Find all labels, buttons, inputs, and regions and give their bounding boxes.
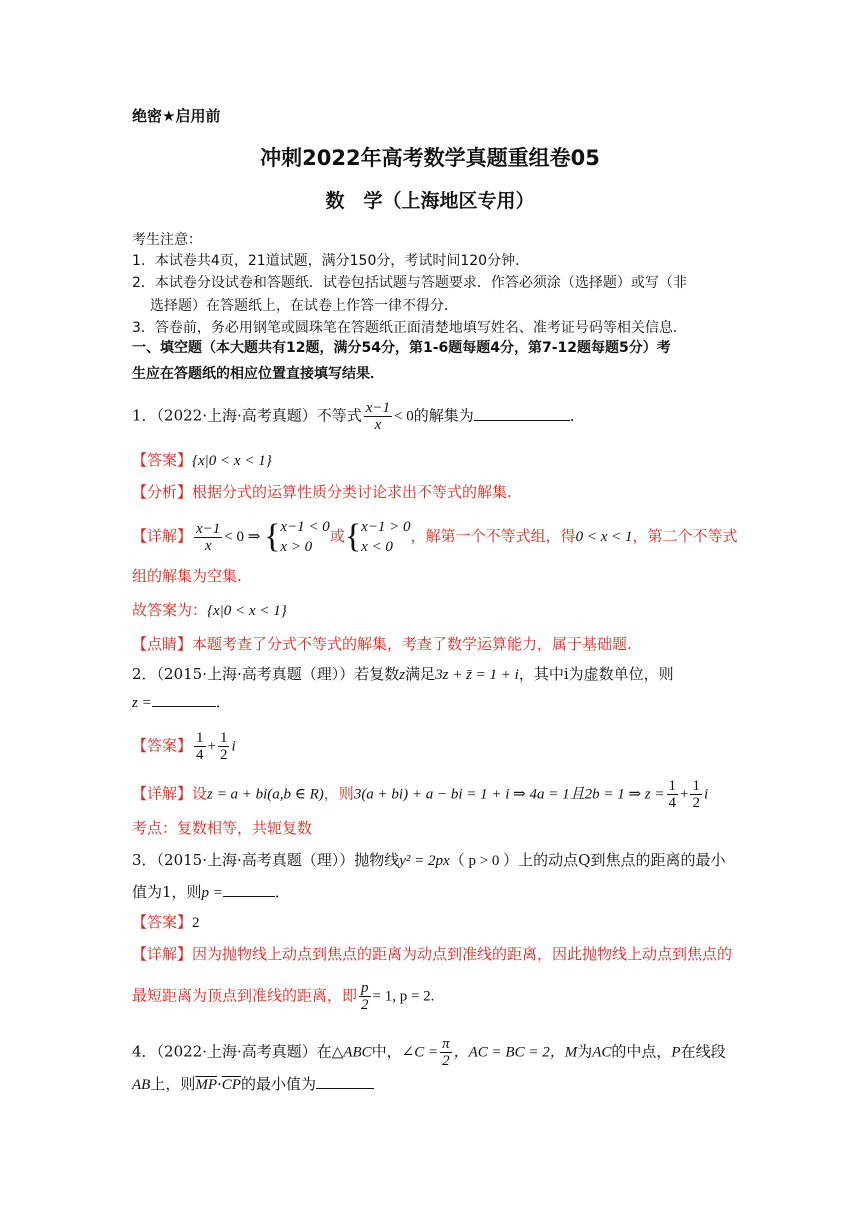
- q1-analysis: 【分析】根据分式的运算性质分类讨论求出不等式的解集.: [132, 483, 512, 501]
- question-1: 1．（2022·上海·高考真题）不等式 $\frac{x-1}{x}$ < 0的解集为 ．: [132, 400, 585, 433]
- notice-item: 1．本试卷共4页，21道试题，满分150分，考试时间120分钟．: [132, 253, 530, 269]
- fraction: $\frac{\pi}{2}$: [442, 1036, 450, 1069]
- q1-detail: 【详解】 $\frac{x-1}{x}$ < 0 ⇒ { x−1 < 0 x > 0 或 { x−1 > 0 x < 0 ，解第一个不等式组，得0 < x < 1，第二个不等式: [132, 518, 738, 555]
- question-3: 3．（2015·上海·高考真题（理））抛物线y² = 2px（ p > 0 ）上的动点Q到焦点的距离的最小: [132, 851, 726, 869]
- inequality-system: { x−1 < 0 x > 0: [264, 518, 330, 555]
- question-2: 2．（2015·上海·高考真题（理））若复数z满足3z + z̄ = 1 + i，其中i为虚数单位，则: [132, 665, 674, 683]
- q2-detail: 【详解】设z = a + bi(a,b ∈ R)，则3(a + bi) + a − bi = 1 + i ⇒ 4a = 1且2b = 1 ⇒ z = $\frac{1}{4}$ + $\frac{1}{2}$ i: [132, 778, 709, 811]
- notice-item: 3．答卷前，务必用钢笔或圆珠笔在答题纸正面清楚地填写姓名、准考证号码等相关信息．: [132, 320, 687, 336]
- answer-blank: [152, 692, 216, 707]
- inequality-system: { x−1 > 0 x < 0: [344, 518, 411, 555]
- page-title: 冲刺2022年高考数学真题重组卷05: [260, 146, 600, 170]
- answer-blank: [223, 882, 275, 897]
- q2-answer: 【答案】 $\frac{1}{4}$ + $\frac{1}{2}$ i: [132, 730, 236, 763]
- fraction: $\frac{x-1}{x}$: [196, 520, 221, 554]
- fraction: $\frac{1}{4}$: [196, 730, 204, 763]
- fraction: $\frac{p}{2}$: [361, 980, 369, 1013]
- confidential-label: 绝密★启用前: [132, 107, 221, 125]
- fraction: $\frac{1}{2}$: [219, 730, 228, 763]
- notice-item: 选择题）在答题纸上，在试卷上作答一律不得分．: [150, 298, 458, 314]
- q1-answer: 【答案】{x|0 < x < 1}: [132, 451, 272, 469]
- question-2-cont: z = ．: [132, 693, 231, 711]
- q1-comment: 【点睛】本题考查了分式不等式的解集，考查了数学运算能力，属于基础题.: [132, 635, 632, 653]
- answer-blank: [474, 406, 570, 421]
- answer-blank: [316, 1074, 374, 1089]
- section-heading: 生应在答题纸的相应位置直接填写结果．: [132, 366, 384, 382]
- q3-detail: 【详解】因为抛物线上动点到焦点的距离为动点到准线的距离，因此抛物线上动点到焦点的: [132, 945, 733, 963]
- q2-kaodian: 考点：复数相等，共轭复数: [132, 819, 313, 837]
- question-3-cont: 值为1，则p = ．: [132, 883, 290, 901]
- notice-heading: 考生注意：: [132, 232, 202, 248]
- section-heading: 一、填空题（本大题共有12题，满分54分，第1-6题每题4分，第7-12题每题5分）考: [132, 340, 671, 356]
- q1-final: 故答案为：{x|0 < x < 1}: [132, 601, 287, 619]
- q1-detail-cont: 组的解集为空集.: [132, 567, 242, 585]
- fraction: $\frac{1}{4}$: [668, 778, 677, 811]
- fraction: $\frac{1}{2}$: [692, 778, 700, 811]
- notice-item: 2．本试卷分设试卷和答题纸．试卷包括试题与答题要求．作答必须涂（选择题）或写（非: [132, 275, 687, 291]
- q3-answer: 【答案】2: [132, 913, 200, 931]
- q3-detail-cont: 最短距离为顶点到准线的距离，即 $\frac{p}{2}$ = 1, p = 2.: [132, 980, 435, 1013]
- question-4-cont: AB上，则$\overline{MP}\cdot\overline{CP}$的最小值为: [132, 1074, 374, 1095]
- question-4: 4．（2022·上海·高考真题）在△ABC中，∠C = $\frac{\pi}{2}$ ，AC = BC = 2，M为AC的中点，P在线段: [132, 1036, 726, 1069]
- page-subtitle: 数 学（上海地区专用）: [325, 190, 535, 212]
- fraction: $\frac{x-1}{x}$: [365, 400, 391, 433]
